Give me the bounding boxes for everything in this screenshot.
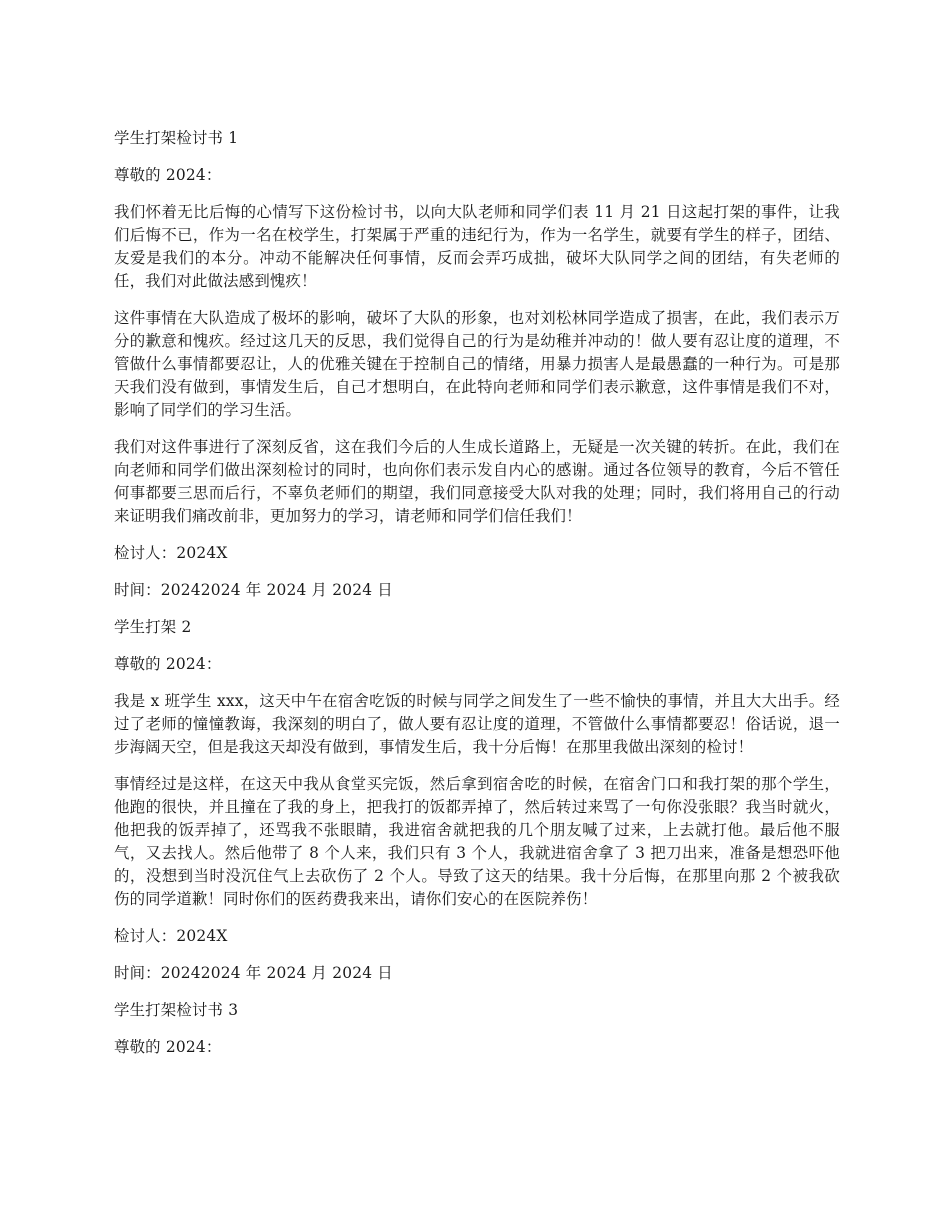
date-line: 时间：20242024 年 2024 月 2024 日 bbox=[114, 581, 393, 599]
body-paragraph: 我们对这件事进行了深刻反省，这在我们今后的人生成长道路上，无疑是一次关键的转折。在此，我们在向老师和同学们做出深刻检讨的同时，也向你们表示发自内心的感谢。通过各位领导的教育，今后不管任何事都要三思而后行，不辜负老师们的期望，我们同意接受大队对我的处理；同时，我们将用自己的行动来证明我们痛改前非，更加努力的学习，请老师和同学们信任我们！ bbox=[114, 438, 840, 525]
body-paragraph: 我是 x 班学生 xxx，这天中午在宿舍吃饭的时候与同学之间发生了一些不愉快的事情，并且大大出手。经过了老师的憧憧教诲，我深刻的明白了，做人要有忍让度的道理，不管做什么事情都要忍！俗话说，退一步海阔天空，但是我这天却没有做到，事情发生后，我十分后悔！在那里我做出深刻的检讨！ bbox=[114, 692, 840, 756]
date-line: 时间：20242024 年 2024 月 2024 日 bbox=[114, 964, 393, 982]
body-paragraph: 我们怀着无比后悔的心情写下这份检讨书，以向大队老师和同学们表 11 月 21 日这起打架的事件，让我们后悔不已，作为一名在校学生，打架属于严重的违纪行为，作为一名学生，就要有学生的样子，团结、友爱是我们的本分。冲动不能解决任何事情，反而会弄巧成拙，破坏大队同学之间的团结，有失老师的任，我们对此做法感到愧疚！ bbox=[114, 203, 840, 290]
section-title: 学生打架检讨书 3 bbox=[114, 1001, 239, 1019]
salutation: 尊敬的 2024： bbox=[114, 1038, 222, 1056]
signer-line: 检讨人：2024X bbox=[114, 544, 228, 562]
signer-line: 检讨人：2024X bbox=[114, 927, 228, 945]
document-page bbox=[114, 127, 840, 1073]
salutation: 尊敬的 2024： bbox=[114, 655, 222, 673]
salutation: 尊敬的 2024： bbox=[114, 166, 222, 184]
section-title: 学生打架检讨书 1 bbox=[114, 129, 239, 147]
body-paragraph: 事情经过是这样，在这天中我从食堂买完饭，然后拿到宿舍吃的时候，在宿舍门口和我打架的那个学生，他跑的很快，并且撞在了我的身上，把我打的饭都弄掉了，然后转过来骂了一句你没张眼？我当时就火，他把我的饭弄掉了，还骂我不张眼睛，我进宿舍就把我的几个朋友喊了过来，上去就打他。最后他不服气，又去找人。然后他带了 8 个人来，我们只有 3 个人，我就进宿舍拿了 3 把刀出来，准备是想恐吓他的，没想到当时没沉住气上去砍伤了 2 个人。导致了这天的结果。我十分后悔，在那里向那 2 个被我砍伤的同学道歉！同时你们的医药费我来出，请你们安心的在医院养伤！ bbox=[114, 775, 840, 908]
body-paragraph: 这件事情在大队造成了极坏的影响，破坏了大队的形象，也对刘松林同学造成了损害，在此，我们表示万分的歉意和愧疚。经过这几天的反思，我们觉得自己的行为是幼稚并冲动的！做人要有忍让度的道理，不管做什么事情都要忍让，人的优雅关键在于控制自己的情绪，用暴力损害人是最愚蠢的一种行为。可是那天我们没有做到，事情发生后，自己才想明白，在此特向老师和同学们表示歉意，这件事情是我们不对，影响了同学们的学习生活。 bbox=[114, 309, 840, 419]
section-title: 学生打架 2 bbox=[114, 618, 192, 636]
